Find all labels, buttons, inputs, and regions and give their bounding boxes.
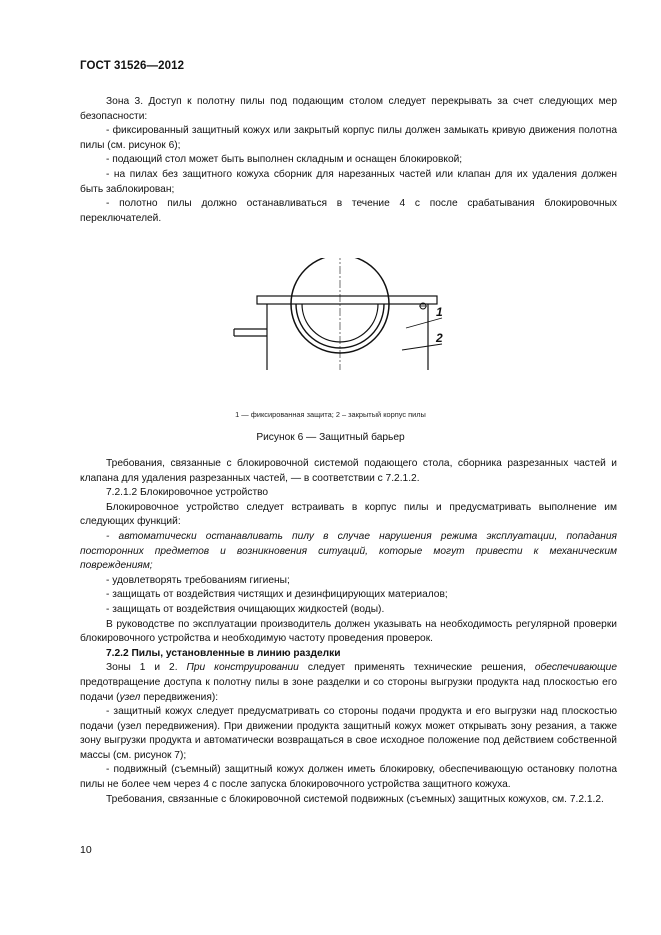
text-run: При конструировании [186,662,299,674]
feed-table [257,296,437,304]
page-number: 10 [80,844,92,856]
list-item: - полотно пилы должно останавливаться в течение 4 с после срабатывания блокировочных переключателей. [80,198,617,224]
list-item: - защищать от воздействия чистящих и дезинфицирующих материалов; [106,589,448,601]
list-item: - защитный кожух следует предусматривать со стороны подачи продукта и его выгрузки над плоскостью подачи (узел передвижения). При движении продукта защитный кожух может открывать зону резания, а также зону выгрузки продукта и автоматически возвращаться в свое исходное положение под действием собственной массы (см. рисунок 7); [80,706,617,761]
section-heading: 7.2.1.2 Блокировочное устройство [106,487,269,499]
paragraph [80,661,617,705]
text-run: передвижения): [140,691,219,703]
list-item: - автоматически останавливать пилу в случае нарушения режима эксплуатации, попадания посторонних предметов и возникновения ситуаций, которые могут привести к механическим повреждениям; [80,530,617,572]
label-2: 2 [436,331,443,345]
list-item: - на пилах без защитного кожуха сборник для нарезанных частей или клапан для их удаления должен быть заблокирован; [80,168,617,195]
list-item: - защищать от воздействия очищающих жидкостей (воды). [106,603,385,615]
list-item: - подающий стол может быть выполнен складным и оснащен блокировкой; [106,154,463,166]
paragraph: Требования, связанные с блокировочной системой подвижных (съемных) защитных кожухов, см. 7.2.1.2. [106,793,604,805]
label-1: 1 [436,305,443,319]
list-item: - удовлетворять требованиям гигиены; [106,574,290,586]
figure-legend: 1 — фиксированная защита; 2 – закрытый корпус пилы [235,410,426,419]
list-item: - подвижный (съемный) защитный кожух должен иметь блокировку, обеспечивающую остановку полотна пилы не более чем через 4 с после запуска блокировочного устройства защитного кожуха. [80,764,617,791]
section-heading: 7.2.2 Пилы, установленные в линию разделки [106,647,341,659]
text-run: обеспечивающие [534,662,617,674]
paragraph: Блокировочное устройство следует встраивать в корпус пилы и предусматривать выполнение им следующих функций: [80,501,617,528]
text-run: узел [119,691,141,703]
leader-1 [406,318,442,328]
text-run: предотвращение доступа к полотну пилы в зоне разделки и со стороны выгрузки продукта над плоскостью его подачи ( [80,676,617,703]
paragraph: Зона 3. Доступ к полотну пилы под подающим столом следует перекрывать за счет следующих мер безопасности: [80,96,617,122]
text-run: Зоны 1 и 2. [106,662,187,674]
paragraph: Требования, связанные с блокировочной системой подающего стола, сборника разрезанных частей и клапана для удаления разрезанных частей, — в соответствии с 7.2.1.2. [80,458,617,484]
document-header: ГОСТ 31526—2012 [80,60,185,72]
figure-protective-barrier [230,258,450,378]
text-run: следует применять технические решения, [298,662,535,674]
figure-caption: Рисунок 6 — Защитный барьер [256,432,405,443]
text-block-zone3 [80,95,617,226]
paragraph: В руководстве по эксплуатации производитель должен указывать на необходимость регулярной проверки блокировочного устройства и необходимую частоту проведения проверок. [80,618,617,645]
list-item: - фиксированный защитный кожух или закрытый корпус пилы должен замыкать кривую движения полотна пилы (см. рисунок 6); [80,125,617,151]
text-block-interlock [80,457,617,807]
